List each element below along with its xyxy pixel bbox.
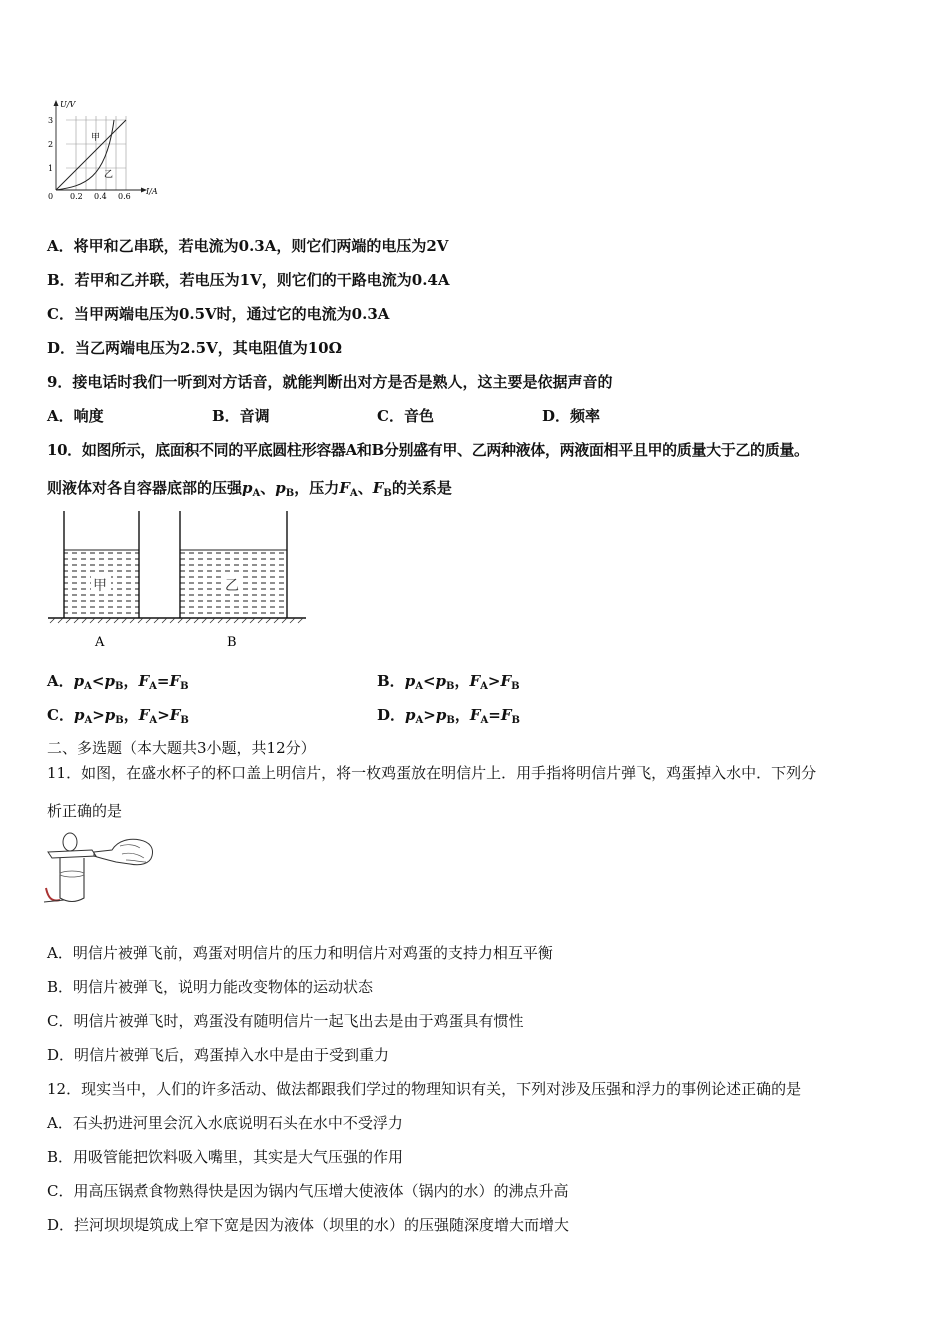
- q10-sep2: 、: [357, 479, 373, 497]
- q8-option-b: B．若甲和乙并联，若电压为1V，则它们的干路电流为0.4A: [47, 271, 450, 289]
- container-a-label: A: [95, 635, 105, 650]
- q12-stem: 12．现实当中，人们的许多活动、做法都跟我们学过的物理知识有关，下列对涉及压强和浮力的事例论述正确的是: [47, 1080, 802, 1098]
- x-axis-label: I/A: [146, 187, 158, 196]
- q9-option-c: C．音色: [377, 407, 434, 425]
- cup: [60, 858, 84, 902]
- hand: [94, 839, 153, 864]
- q8-option-c: C．当甲两端电压为0.5V时，通过它的电流为0.3A: [47, 305, 390, 323]
- q10-stem2-suffix: 的关系是: [391, 479, 452, 497]
- table-edge: [46, 888, 60, 901]
- q10-option-b: B．$p_A<p_B$，$F_A>F_B$: [377, 672, 520, 692]
- container-b-label: B: [227, 635, 237, 650]
- q12-option-b: B．用吸管能把饮料吸入嘴里，其实是大气压强的作用: [47, 1148, 404, 1166]
- containers-figure: [44, 508, 310, 656]
- liquid-jia-label: 甲: [93, 578, 107, 594]
- hand-fold-2: [122, 853, 144, 858]
- y-tick-2: 2: [48, 140, 54, 149]
- q10-option-d: D．$p_A>p_B$，$F_A=F_B$: [377, 706, 520, 726]
- graph-grid: [66, 116, 126, 190]
- q11-option-a: A．明信片被弹飞前，鸡蛋对明信片的压力和明信片对鸡蛋的支持力相互平衡: [47, 944, 553, 962]
- egg-cup-illustration: [42, 830, 158, 910]
- curve-yi-label: 乙: [104, 170, 114, 180]
- q9-option-d: D．频率: [542, 407, 601, 425]
- ui-graph: [44, 98, 164, 202]
- y-tick-3: 3: [48, 116, 54, 125]
- x-tick-06: 0.6: [118, 192, 131, 201]
- x-tick-0: 0: [48, 192, 54, 201]
- q8-option-d: D．当乙两端电压为2.5V，其电阻值为10Ω: [47, 339, 342, 357]
- hand-fold-3: [126, 860, 146, 862]
- curve-jia-label: 甲: [91, 133, 101, 143]
- q11-stem-line1: 11．如图，在盛水杯子的杯口盖上明信片，将一枚鸡蛋放在明信片上．用手指将明信片弹飞，鸡蛋掉入水中．下列分: [47, 764, 817, 782]
- sym-fa: $F_A$: [339, 479, 358, 499]
- ui-graph-figure: [44, 98, 164, 202]
- ground-hatch: [50, 618, 303, 623]
- q9-option-b: B．音调: [212, 407, 270, 425]
- liquid-yi-label: 乙: [225, 578, 239, 594]
- egg-cup-figure: [42, 830, 158, 910]
- q10-sep: 、: [260, 479, 276, 497]
- q10-option-c: C．$p_A>p_B$，$F_A>F_B$: [47, 706, 189, 726]
- q10-stem2-prefix: 则液体对各自容器底部的压强: [47, 479, 243, 497]
- q12-option-c: C．用高压锅煮食物熟得快是因为锅内气压增大使液体（锅内的水）的沸点升高: [47, 1182, 569, 1200]
- x-tick-02: 0.2: [70, 192, 83, 201]
- egg: [63, 833, 77, 851]
- y-tick-1: 1: [48, 164, 54, 173]
- sym-pa: $p_A$: [242, 479, 261, 499]
- q11-stem-line2: 析正确的是: [47, 802, 123, 820]
- sym-fb: $F_B$: [372, 479, 392, 499]
- section2-title: 二、多选题（本大题共3小题，共12分）: [47, 739, 316, 757]
- q9-stem: 9．接电话时我们一听到对方话音，就能判断出对方是否是熟人，这主要是依据声音的: [47, 373, 613, 391]
- q10-stem-line1: 10．如图所示，底面积不同的平底圆柱形容器A和B分别盛有甲、乙两种液体，两液面相平且甲的质量大于乙的质量。: [47, 441, 809, 459]
- y-axis-label: U/V: [60, 100, 76, 109]
- water-surface: [60, 871, 84, 877]
- curve-jia: [56, 120, 126, 190]
- q11-option-c: C．明信片被弹飞时，鸡蛋没有随明信片一起飞出去是由于鸡蛋具有惯性: [47, 1012, 524, 1030]
- q10-option-a: A．$p_A<p_B$，$F_A=F_B$: [47, 672, 189, 692]
- y-axis-arrow: [54, 100, 59, 106]
- sym-pb: $p_B$: [275, 479, 295, 499]
- postcard: [48, 850, 96, 858]
- x-tick-04: 0.4: [94, 192, 107, 201]
- q8-option-a: A．将甲和乙串联，若电流为0.3A，则它们两端的电压为2V: [47, 237, 449, 255]
- q10-stem2-mid: ，压力: [294, 479, 340, 497]
- hand-fold-1: [120, 845, 140, 848]
- q11-option-b: B．明信片被弹飞，说明力能改变物体的运动状态: [47, 978, 374, 996]
- q12-option-d: D．拦河坝坝堤筑成上窄下宽是因为液体（坝里的水）的压强随深度增大而增大: [47, 1216, 570, 1234]
- containers-diagram: [44, 508, 310, 656]
- q12-option-a: A．石头扔进河里会沉入水底说明石头在水中不受浮力: [47, 1114, 403, 1132]
- q10-stem-line2: [47, 478, 452, 504]
- q11-option-d: D．明信片被弹飞后，鸡蛋掉入水中是由于受到重力: [47, 1046, 390, 1064]
- q9-option-a: A．响度: [47, 407, 104, 425]
